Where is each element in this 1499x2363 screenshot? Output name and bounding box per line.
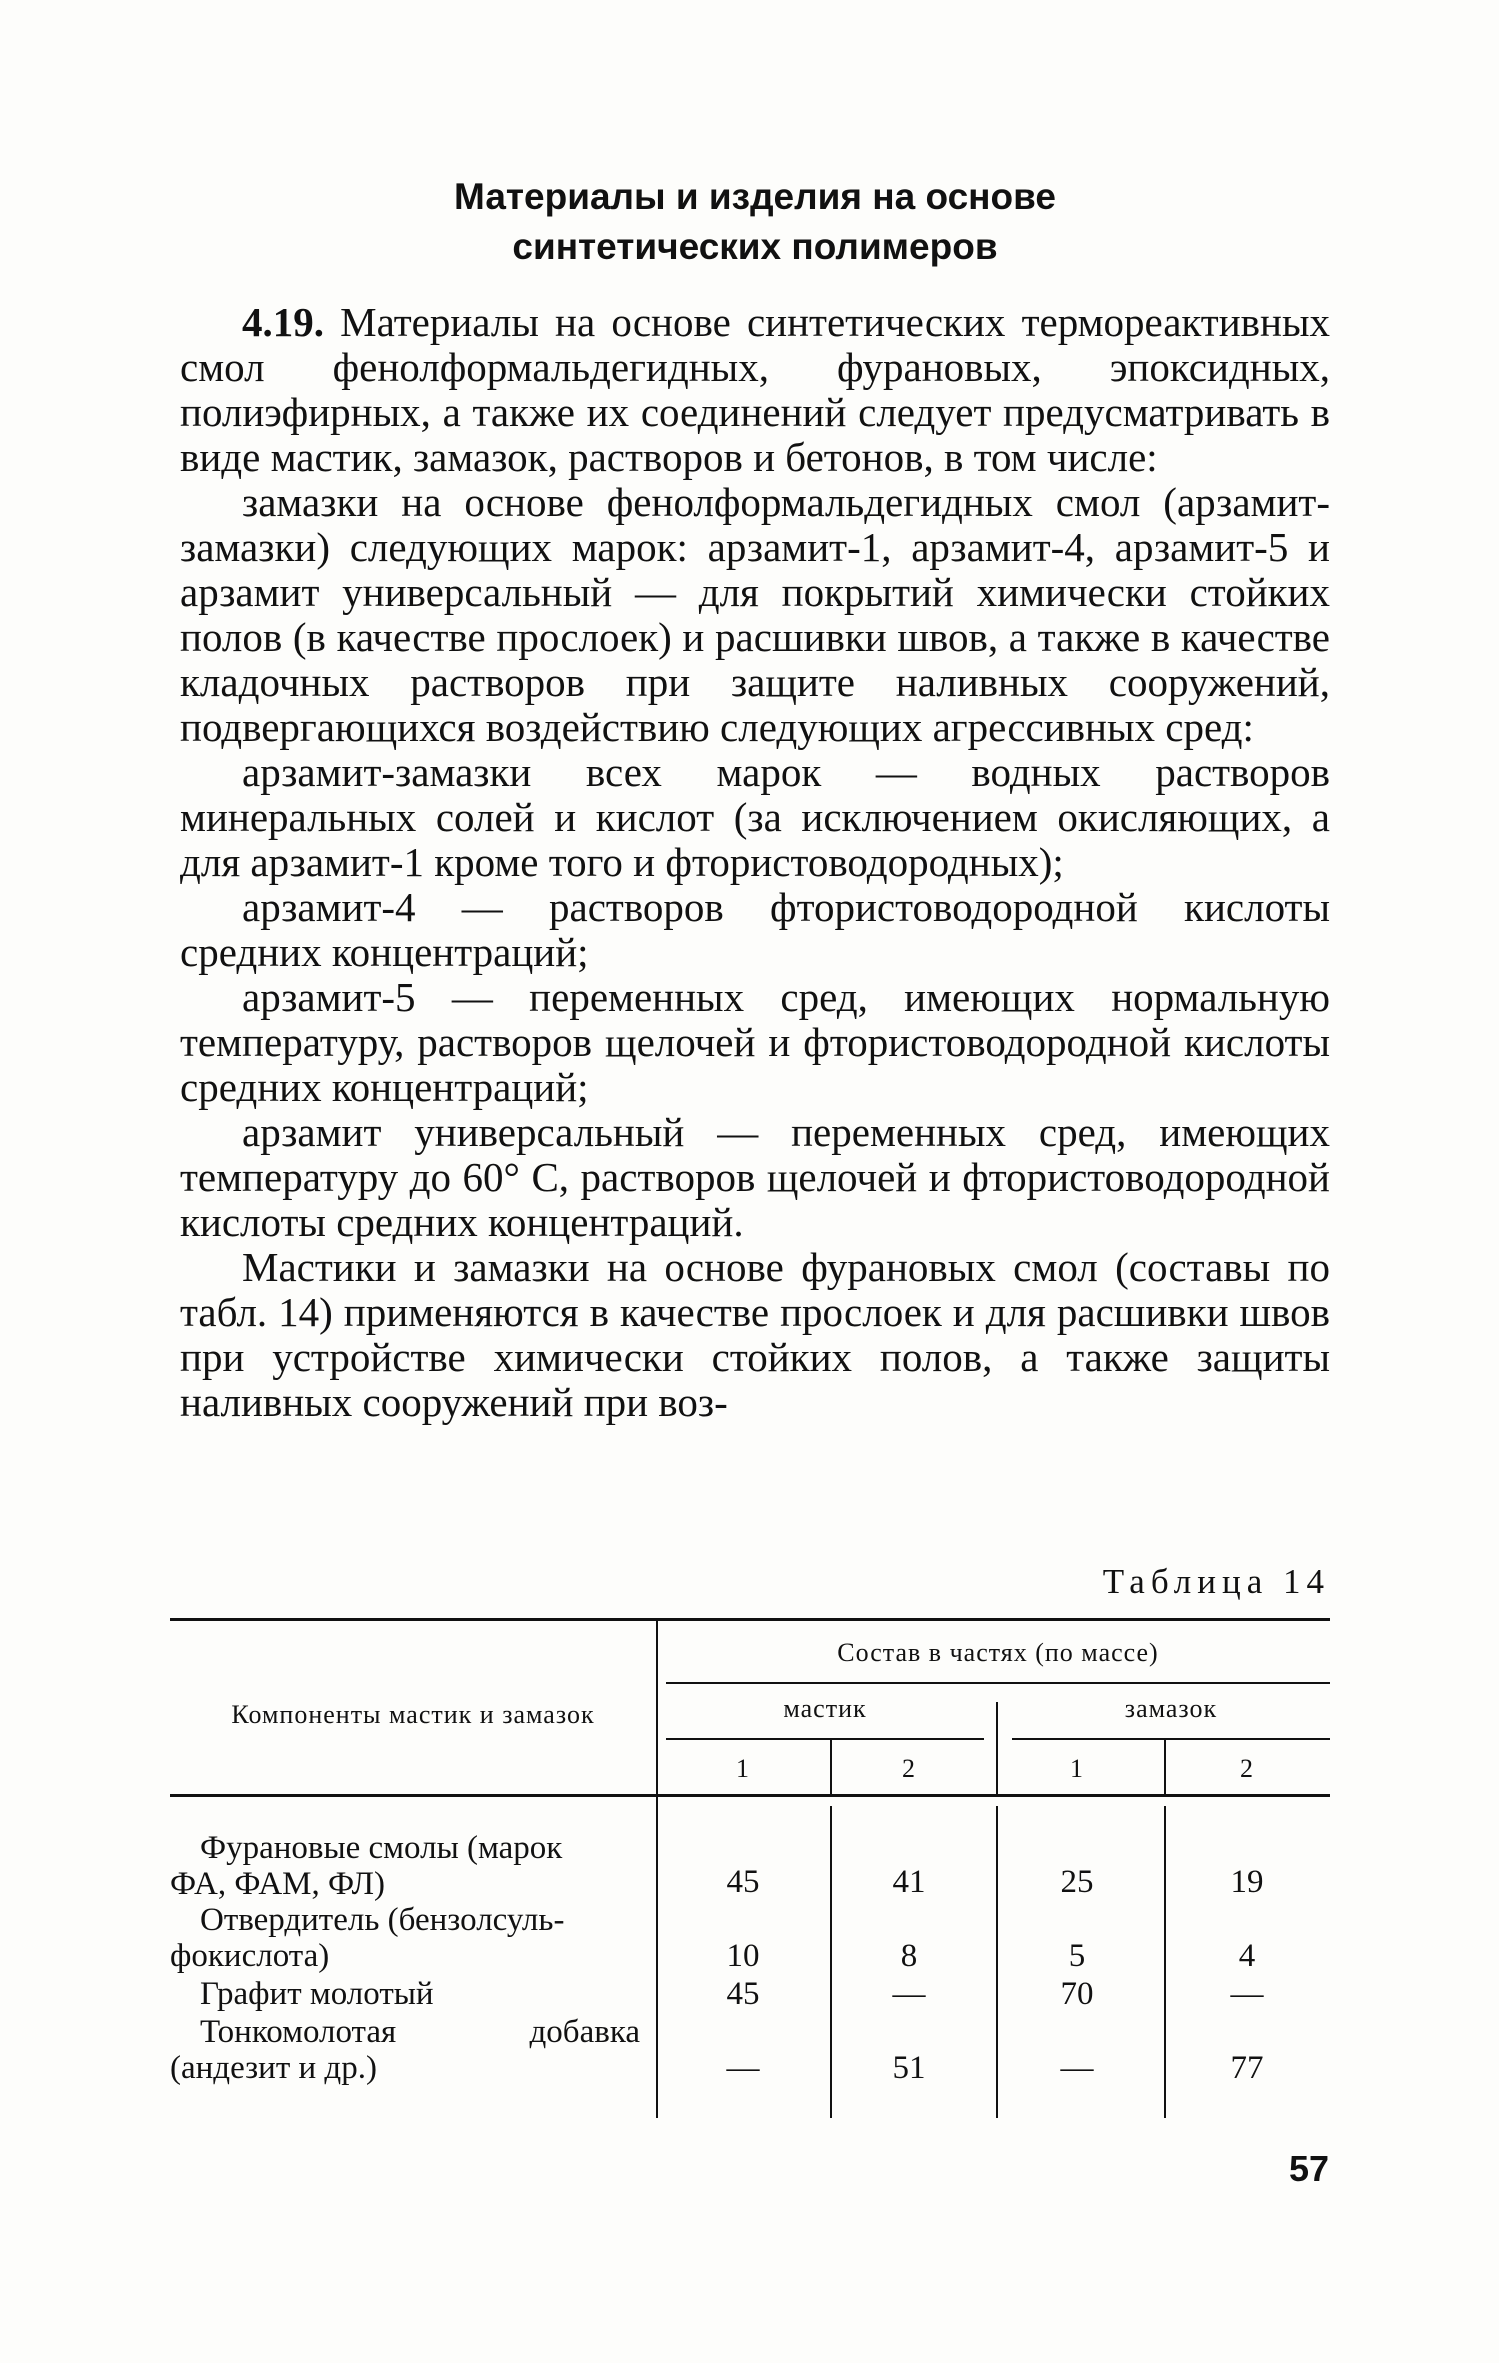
paragraph bbox=[180, 750, 1330, 885]
table-row-label bbox=[170, 1976, 640, 2012]
paragraph bbox=[180, 1110, 1330, 1245]
header-col-putty-2: 2 bbox=[1240, 1754, 1254, 1783]
paragraph bbox=[180, 480, 1330, 750]
column-rule bbox=[830, 1806, 832, 2118]
clause-number: 4.19. bbox=[242, 299, 324, 345]
section-heading-line-2: синтетических полимеров bbox=[512, 226, 998, 267]
table-cell: 51 bbox=[892, 2050, 926, 2086]
column-rule bbox=[830, 1740, 832, 1795]
header-col-putty-1: 1 bbox=[1070, 1754, 1084, 1783]
table-top-rule bbox=[170, 1618, 1330, 1621]
composition-underline bbox=[666, 1682, 1330, 1684]
paragraph bbox=[180, 975, 1330, 1110]
table-caption: Таблица 14 bbox=[1102, 1562, 1330, 1601]
page-number: 57 bbox=[1288, 2148, 1329, 2189]
table-cell: 4 bbox=[1238, 1938, 1256, 1974]
row-label-line: Фурановые смолы (марок bbox=[200, 1830, 563, 1866]
header-col-mastic-1: 1 bbox=[736, 1754, 750, 1783]
table-cell: 10 bbox=[726, 1938, 760, 1974]
column-rule bbox=[1164, 1740, 1166, 1795]
column-rule bbox=[996, 1702, 998, 1795]
putties-underline bbox=[1012, 1738, 1330, 1740]
table-cell: 45 bbox=[726, 1976, 760, 2012]
table-cell: 70 bbox=[1060, 1976, 1094, 2012]
paragraph-text: замазки на основе фенолформальдегидных смол (арзамит-замазки) следующих марок: арзамит-1, арзамит-4, арзамит-5 и арзамит универсальный — для покрытий химически стойких полов (в качестве прослоек) и расшивки швов, а также в качестве кладочных растворов при защите наливных сооружений, подвергающихся воздействию следующих агрессивных сред: bbox=[180, 479, 1330, 750]
column-rule bbox=[1164, 1806, 1166, 2118]
header-components: Компоненты мастик и замазок bbox=[231, 1700, 595, 1729]
header-col-mastic-2: 2 bbox=[902, 1754, 916, 1783]
table-cell: 77 bbox=[1230, 2050, 1264, 2086]
table-cell: — bbox=[726, 2050, 760, 2086]
paragraph bbox=[180, 1245, 1330, 1425]
paragraph-text: арзамит-4 — растворов фтористоводородной кислоты средних концентраций; bbox=[180, 884, 1330, 975]
row-label-line: фокислота) bbox=[170, 1938, 330, 1974]
column-rule bbox=[656, 1618, 658, 2118]
table-cell: 45 bbox=[726, 1864, 760, 1900]
table-cell: — bbox=[1230, 1976, 1264, 2012]
table-cell: 25 bbox=[1060, 1864, 1094, 1900]
table-row-label bbox=[170, 1902, 640, 1974]
paragraph bbox=[180, 300, 1330, 480]
paragraph-text: Мастики и замазки на основе фурановых смол (составы по табл. 14) применяются в качестве прослоек и для расшивки швов при устройстве химически стойких полов, а также защиты наливных сооружений при воз- bbox=[180, 1244, 1330, 1425]
header-group-mastics: мастик bbox=[783, 1694, 867, 1723]
table-cell: 19 bbox=[1230, 1864, 1264, 1900]
row-label-line: ФА, ФАМ, ФЛ) bbox=[170, 1866, 385, 1902]
section-heading bbox=[180, 172, 1330, 272]
table-cell: 41 bbox=[892, 1864, 926, 1900]
paragraph-text: арзамит-5 — переменных сред, имеющих нормальную температуру, растворов щелочей и фтористоводородной кислоты средних концентраций; bbox=[180, 974, 1330, 1110]
table-cell: — bbox=[892, 1976, 926, 2012]
paragraph-text: арзамит универсальный — переменных сред, имеющих температуру до 60° С, растворов щелочей и фтористоводородной кислоты средних концентраций. bbox=[180, 1109, 1330, 1245]
paragraph-text: Материалы на основе синтетических термореактивных смол фенолформальдегидных, фурановых, эпоксидных, полиэфирных, а также их соединений следует предусматривать в виде мастик, замазок, растворов и бетонов, в том числе: bbox=[180, 299, 1330, 480]
mastics-underline bbox=[666, 1738, 984, 1740]
paragraph-text: арзамит-замазки всех марок — водных растворов минеральных солей и кислот (за исключением окисляющих, а для арзамит-1 кроме того и фтористоводородных); bbox=[180, 749, 1330, 885]
column-rule bbox=[996, 1806, 998, 2118]
header-composition: Состав в частях (по массе) bbox=[837, 1638, 1159, 1667]
section-heading-line-1: Материалы и изделия на основе bbox=[454, 176, 1056, 217]
header-group-putties: замазок bbox=[1124, 1694, 1218, 1723]
table-row-label bbox=[170, 2014, 640, 2086]
composition-table bbox=[170, 1618, 1330, 2118]
table-cell: 5 bbox=[1068, 1938, 1086, 1974]
table-cell: — bbox=[1060, 2050, 1094, 2086]
table-cell: 8 bbox=[900, 1938, 918, 1974]
body-text bbox=[180, 300, 1330, 1425]
paragraph bbox=[180, 885, 1330, 975]
row-label-line: Графит молотый bbox=[200, 1976, 434, 2012]
table-row-label bbox=[170, 1830, 640, 1902]
row-label-line: (андезит и др.) bbox=[170, 2050, 377, 2086]
row-label-line: Отвердитель (бензолсуль- bbox=[200, 1902, 565, 1938]
row-label-line: Тонкомолотая добавка bbox=[200, 2014, 640, 2050]
table-header-rule bbox=[170, 1794, 1330, 1797]
